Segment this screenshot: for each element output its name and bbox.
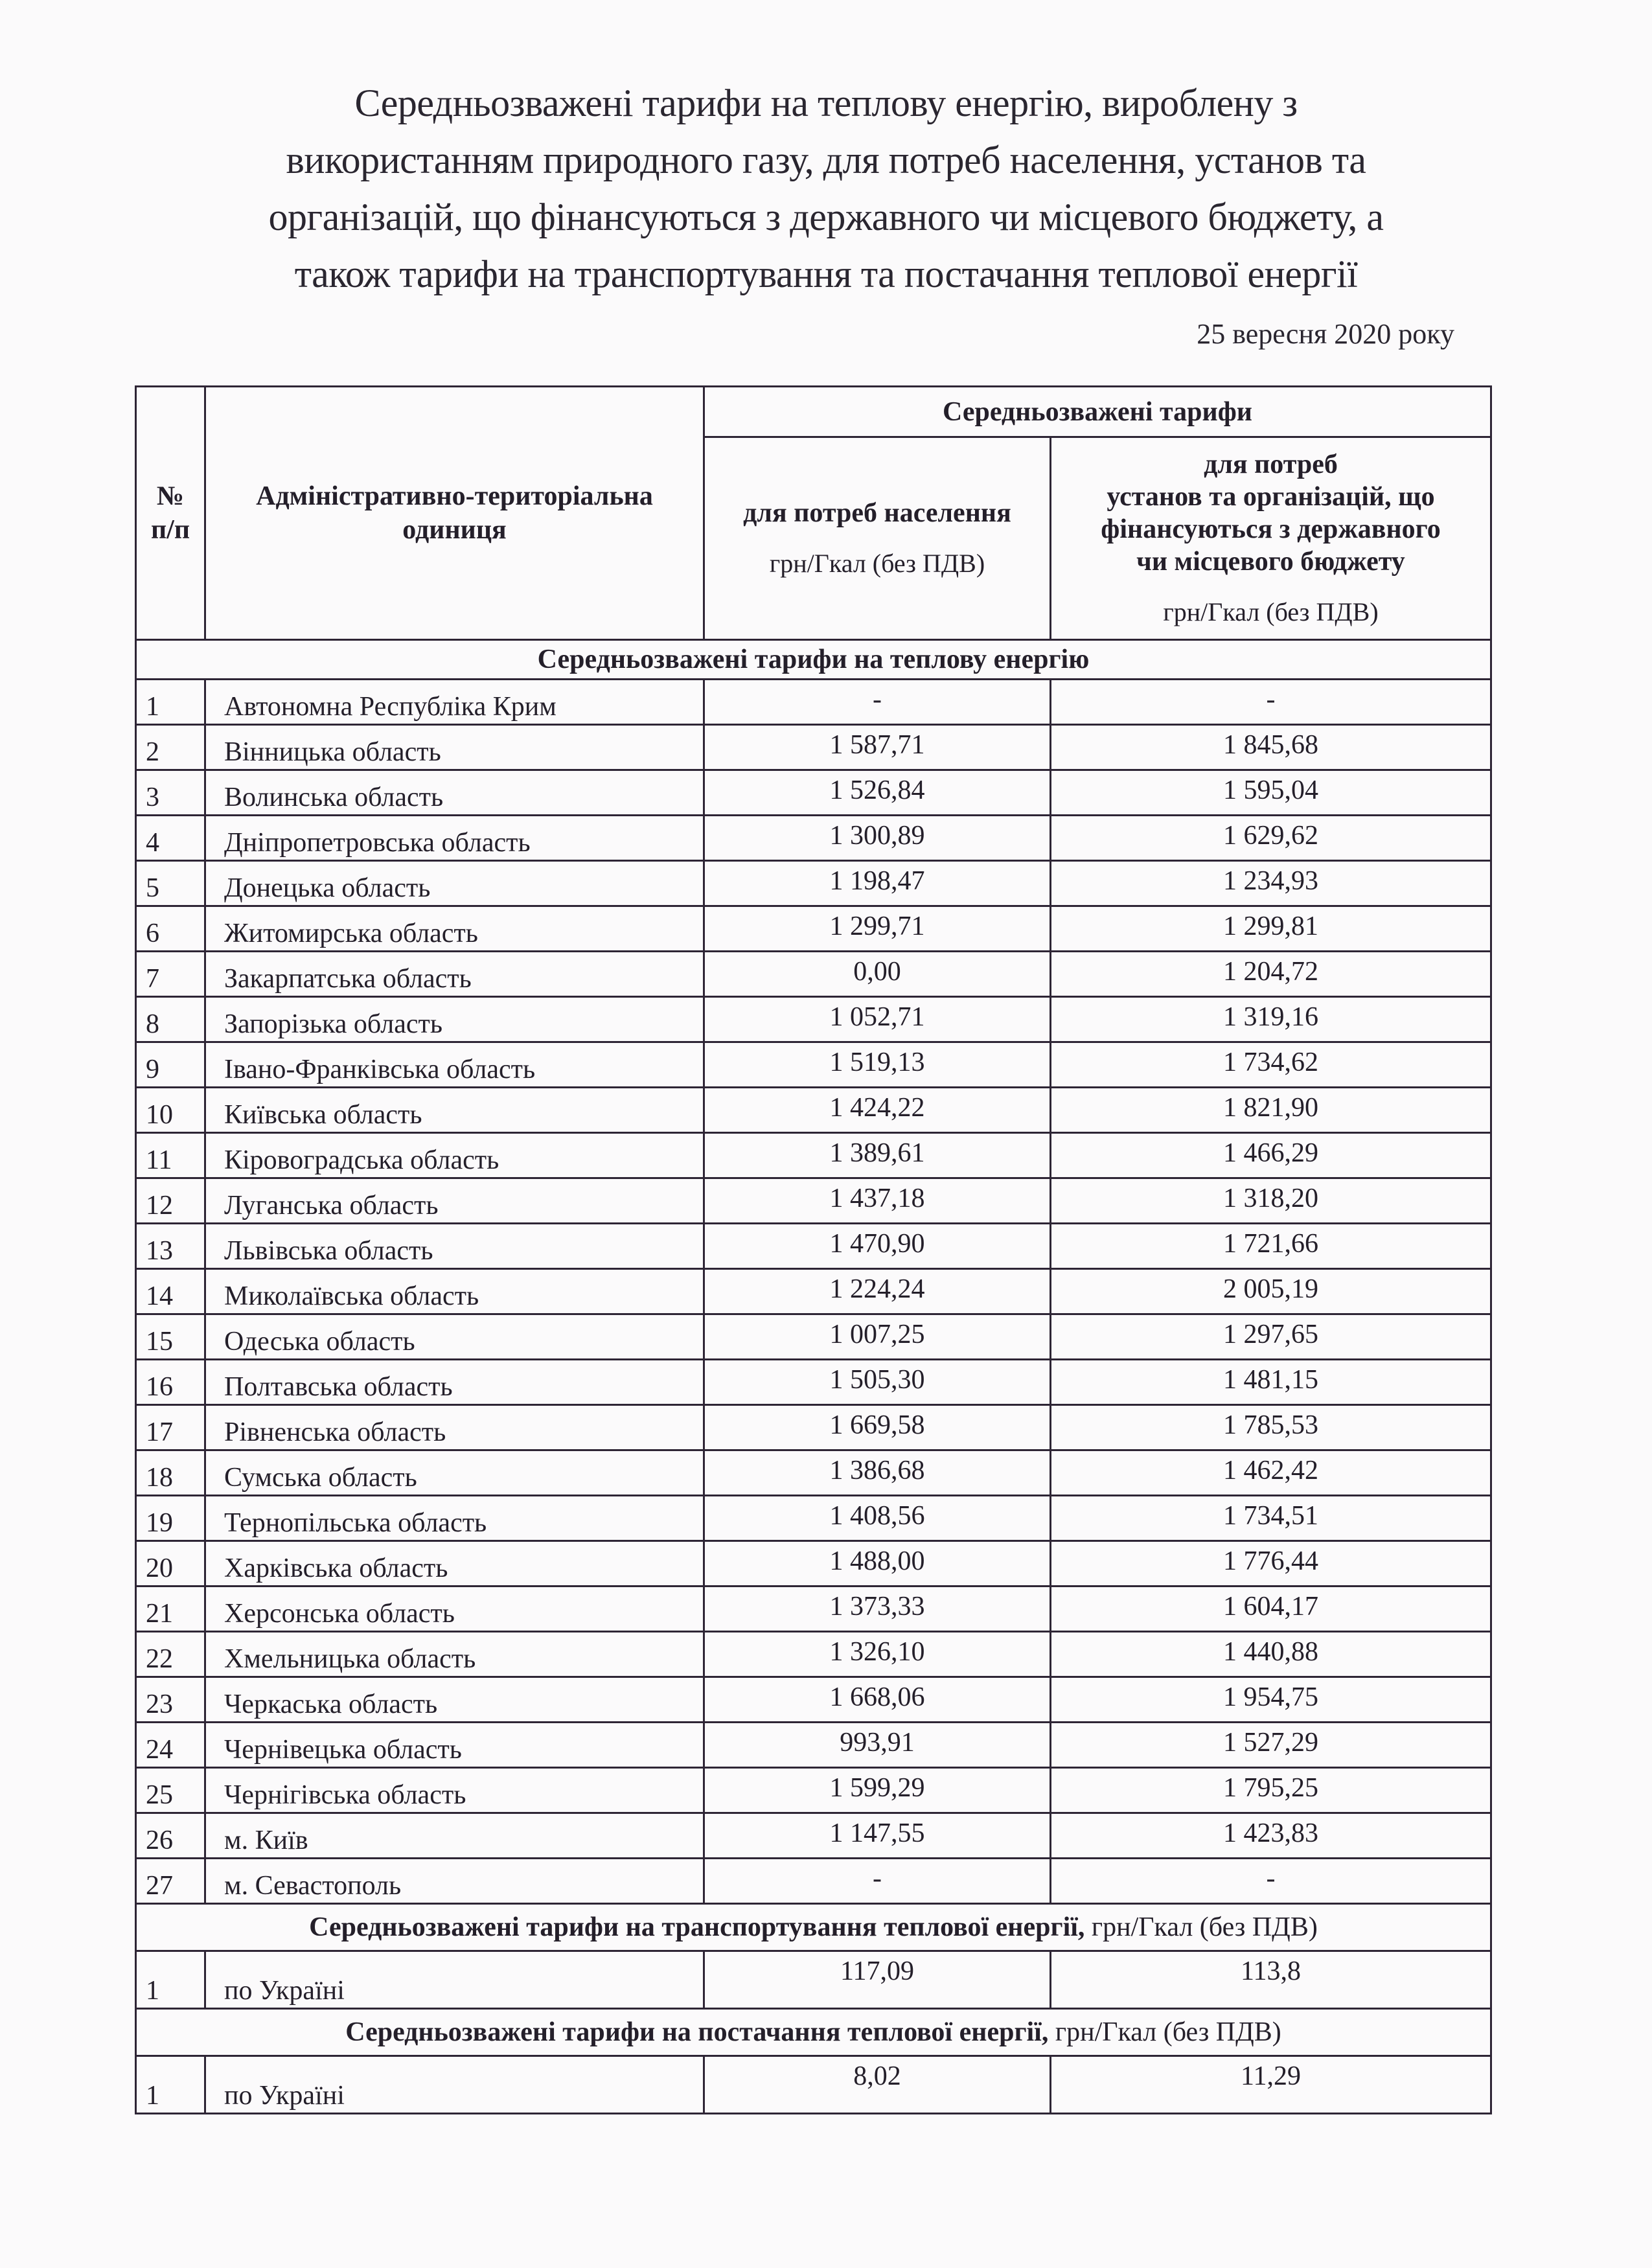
header-group: Середньозважені тарифи [704, 387, 1491, 437]
row-name: Запорізька область [205, 997, 704, 1042]
table-row [136, 1405, 1491, 1450]
row-budget-value: 1 845,68 [1051, 725, 1491, 770]
row-name: Сумська область [205, 1450, 704, 1496]
row-budget-value: 1 204,72 [1051, 952, 1491, 997]
table-row [136, 1586, 1491, 1632]
row-name: Київська область [205, 1088, 704, 1133]
row-name: Донецька область [205, 861, 704, 906]
title-line: використанням природного газу, для потреб населення, установ та [286, 139, 1366, 181]
header-population: для потреб населення грн/Гкал (без ПДВ) [704, 437, 1051, 640]
row-number: 8 [136, 997, 205, 1042]
row-budget-value: 1 299,81 [1051, 906, 1491, 952]
row-population-value: 1 389,61 [704, 1133, 1051, 1178]
row-budget-value: 2 005,19 [1051, 1269, 1491, 1314]
row-name: Автономна Республіка Крим [205, 680, 704, 725]
table-row [136, 1450, 1491, 1496]
table-row [136, 1088, 1491, 1133]
row-population-value: 1 505,30 [704, 1360, 1051, 1405]
section-transport-title: Середньозважені тарифи на транспортування теплової енергії, грн/Гкал (без ПДВ) [136, 1904, 1491, 1951]
row-population-value: 1 147,55 [704, 1813, 1051, 1859]
row-number: 12 [136, 1178, 205, 1224]
row-name: Тернопільська область [205, 1496, 704, 1541]
title-line: організацій, що фінансуються з державного чи місцевого бюджету, а [268, 196, 1384, 238]
row-number: 18 [136, 1450, 205, 1496]
row-budget-value: 1 595,04 [1051, 770, 1491, 816]
row-number: 24 [136, 1723, 205, 1768]
row-number: 21 [136, 1586, 205, 1632]
row-name: Житомирська область [205, 906, 704, 952]
document-date: 25 вересня 2020 року [1197, 318, 1454, 350]
row-population-value: 1 299,71 [704, 906, 1051, 952]
row-number: 11 [136, 1133, 205, 1178]
row-population-value: 1 437,18 [704, 1178, 1051, 1224]
table-row [136, 1859, 1491, 1904]
row-budget-value: 1 466,29 [1051, 1133, 1491, 1178]
row-name: Вінницька область [205, 725, 704, 770]
section-supply-title: Середньозважені тарифи на постачання теплової енергії, грн/Гкал (без ПДВ) [136, 2009, 1491, 2056]
row-number: 15 [136, 1314, 205, 1360]
row-budget-value: 1 462,42 [1051, 1450, 1491, 1496]
row-budget-value: 1 297,65 [1051, 1314, 1491, 1360]
header-number: № п/п [136, 387, 205, 640]
section-heat-title: Середньозважені тарифи на теплову енергію [136, 640, 1491, 680]
header-budget: для потреб установ та організацій, що фінансуються з державного чи місцевого бюджету грн/Гкал (без ПДВ) [1051, 437, 1491, 640]
row-population-value: 1 668,06 [704, 1677, 1051, 1723]
row-budget-value: 1 629,62 [1051, 816, 1491, 861]
row-population-value: 1 373,33 [704, 1586, 1051, 1632]
row-number: 25 [136, 1768, 205, 1813]
table-row [136, 861, 1491, 906]
row-budget-value: 1 319,16 [1051, 997, 1491, 1042]
supply-row [136, 2056, 1491, 2114]
section-row [136, 640, 1491, 680]
row-name: Чернігівська область [205, 1768, 704, 1813]
row-budget-value: 11,29 [1051, 2056, 1491, 2114]
row-name: по Україні [205, 2056, 704, 2114]
row-number: 5 [136, 861, 205, 906]
row-number: 3 [136, 770, 205, 816]
table-row [136, 1768, 1491, 1813]
row-population-value: 0,00 [704, 952, 1051, 997]
table-row [136, 1224, 1491, 1269]
row-budget-value: 1 776,44 [1051, 1541, 1491, 1586]
row-name: Львівська область [205, 1224, 704, 1269]
row-population-value: 1 198,47 [704, 861, 1051, 906]
row-number: 20 [136, 1541, 205, 1586]
row-name: Миколаївська область [205, 1269, 704, 1314]
table-row [136, 1314, 1491, 1360]
row-number: 17 [136, 1405, 205, 1450]
row-budget-value: 1 954,75 [1051, 1677, 1491, 1723]
row-number: 7 [136, 952, 205, 997]
title-line: також тарифи на транспортування та постачання теплової енергії [294, 253, 1358, 295]
row-population-value: 1 669,58 [704, 1405, 1051, 1450]
row-name: Одеська область [205, 1314, 704, 1360]
row-name: по Україні [205, 1951, 704, 2009]
row-number: 1 [136, 680, 205, 725]
row-population-value: - [704, 680, 1051, 725]
header-row [136, 387, 1491, 437]
row-budget-value: 1 318,20 [1051, 1178, 1491, 1224]
row-population-value: 1 386,68 [704, 1450, 1051, 1496]
row-budget-value: 1 734,51 [1051, 1496, 1491, 1541]
row-number: 22 [136, 1632, 205, 1677]
row-number: 1 [136, 1951, 205, 2009]
row-population-value: 1 424,22 [704, 1088, 1051, 1133]
row-name: Івано-Франківська область [205, 1042, 704, 1088]
data-rows [136, 680, 1491, 1904]
row-population-value: 1 408,56 [704, 1496, 1051, 1541]
title-line: Середньозважені тарифи на теплову енергію, вироблену з [354, 82, 1298, 124]
row-name: м. Київ [205, 1813, 704, 1859]
row-budget-value: 1 734,62 [1051, 1042, 1491, 1088]
table-row [136, 1632, 1491, 1677]
table-row [136, 1269, 1491, 1314]
table-row [136, 1677, 1491, 1723]
row-budget-value: 1 527,29 [1051, 1723, 1491, 1768]
section-row [136, 1904, 1491, 1951]
row-number: 10 [136, 1088, 205, 1133]
row-name: Хмельницька область [205, 1632, 704, 1677]
row-population-value: 993,91 [704, 1723, 1051, 1768]
row-number: 27 [136, 1859, 205, 1904]
section-row [136, 2009, 1491, 2056]
row-population-value: - [704, 1859, 1051, 1904]
row-name: Кіровоградська область [205, 1133, 704, 1178]
table-row [136, 1723, 1491, 1768]
row-budget-value: - [1051, 680, 1491, 725]
row-name: Волинська область [205, 770, 704, 816]
row-number: 4 [136, 816, 205, 861]
row-population-value: 1 587,71 [704, 725, 1051, 770]
row-population-value: 1 488,00 [704, 1541, 1051, 1586]
row-number: 1 [136, 2056, 205, 2114]
row-name: Дніпропетровська область [205, 816, 704, 861]
table-row [136, 1360, 1491, 1405]
row-name: Харківська область [205, 1541, 704, 1586]
row-population-value: 1 519,13 [704, 1042, 1051, 1088]
row-population-value: 117,09 [704, 1951, 1051, 2009]
row-number: 16 [136, 1360, 205, 1405]
table-row [136, 1496, 1491, 1541]
row-number: 13 [136, 1224, 205, 1269]
row-population-value: 8,02 [704, 2056, 1051, 2114]
row-name: Херсонська область [205, 1586, 704, 1632]
row-budget-value: 1 821,90 [1051, 1088, 1491, 1133]
transport-row [136, 1951, 1491, 2009]
table-row [136, 770, 1491, 816]
row-number: 19 [136, 1496, 205, 1541]
row-population-value: 1 007,25 [704, 1314, 1051, 1360]
row-budget-value: 1 795,25 [1051, 1768, 1491, 1813]
table-row [136, 680, 1491, 725]
row-population-value: 1 470,90 [704, 1224, 1051, 1269]
row-budget-value: 1 440,88 [1051, 1632, 1491, 1677]
row-budget-value: 1 604,17 [1051, 1586, 1491, 1632]
row-number: 9 [136, 1042, 205, 1088]
row-name: Черкаська область [205, 1677, 704, 1723]
row-population-value: 1 599,29 [704, 1768, 1051, 1813]
table-row [136, 1042, 1491, 1088]
row-name: м. Севастополь [205, 1859, 704, 1904]
tariffs-table [135, 385, 1492, 2114]
row-number: 26 [136, 1813, 205, 1859]
table-row [136, 952, 1491, 997]
table-row [136, 997, 1491, 1042]
document-title [162, 74, 1490, 303]
table-row [136, 906, 1491, 952]
table-row [136, 1133, 1491, 1178]
row-number: 2 [136, 725, 205, 770]
row-name: Рівненська область [205, 1405, 704, 1450]
table-row [136, 1813, 1491, 1859]
row-number: 23 [136, 1677, 205, 1723]
header-admin-unit: Адміністративно-територіальна одиниця [205, 387, 704, 640]
table-row [136, 1541, 1491, 1586]
row-name: Чернівецька область [205, 1723, 704, 1768]
row-name: Луганська область [205, 1178, 704, 1224]
row-number: 6 [136, 906, 205, 952]
table-row [136, 816, 1491, 861]
table-row [136, 725, 1491, 770]
row-population-value: 1 326,10 [704, 1632, 1051, 1677]
row-budget-value: - [1051, 1859, 1491, 1904]
row-budget-value: 1 423,83 [1051, 1813, 1491, 1859]
row-name: Закарпатська область [205, 952, 704, 997]
row-name: Полтавська область [205, 1360, 704, 1405]
row-budget-value: 113,8 [1051, 1951, 1491, 2009]
row-population-value: 1 224,24 [704, 1269, 1051, 1314]
row-population-value: 1 526,84 [704, 770, 1051, 816]
row-population-value: 1 300,89 [704, 816, 1051, 861]
table-row [136, 1178, 1491, 1224]
row-budget-value: 1 785,53 [1051, 1405, 1491, 1450]
row-budget-value: 1 234,93 [1051, 861, 1491, 906]
row-budget-value: 1 721,66 [1051, 1224, 1491, 1269]
row-population-value: 1 052,71 [704, 997, 1051, 1042]
row-number: 14 [136, 1269, 205, 1314]
row-budget-value: 1 481,15 [1051, 1360, 1491, 1405]
